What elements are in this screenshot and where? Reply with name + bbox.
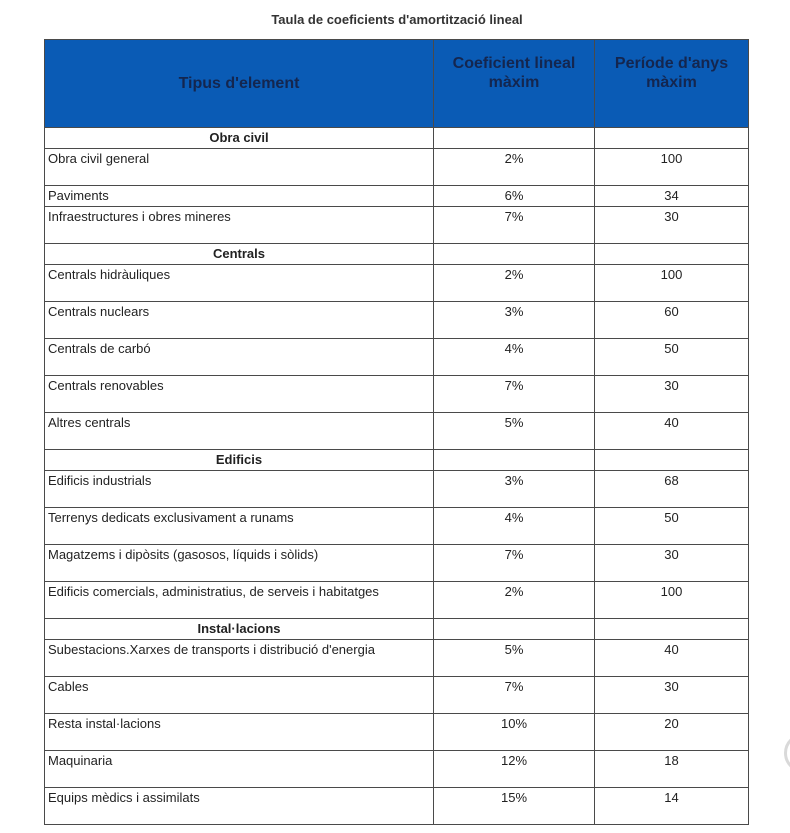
table-row bbox=[45, 413, 749, 450]
element-type-cell: Obra civil general bbox=[45, 149, 434, 186]
element-type-cell: Paviments bbox=[45, 186, 434, 207]
table-row bbox=[45, 640, 749, 677]
years-cell: 100 bbox=[595, 582, 749, 619]
element-type-cell: Infraestructures i obres mineres bbox=[45, 207, 434, 244]
coefficient-cell: 5% bbox=[434, 413, 595, 450]
section-row bbox=[45, 128, 749, 149]
element-type-cell: Resta instal·lacions bbox=[45, 714, 434, 751]
element-type-cell: Edificis comercials, administratius, de serveis i habitatges bbox=[45, 582, 434, 619]
table-row bbox=[45, 751, 749, 788]
table-row bbox=[45, 339, 749, 376]
coefficient-cell: 6% bbox=[434, 186, 595, 207]
coefficient-cell: 4% bbox=[434, 339, 595, 376]
element-type-cell: Edificis industrials bbox=[45, 471, 434, 508]
table-row bbox=[45, 582, 749, 619]
years-cell: 30 bbox=[595, 545, 749, 582]
coefficient-cell: 15% bbox=[434, 788, 595, 825]
element-type-cell: Cables bbox=[45, 677, 434, 714]
section-empty-cell bbox=[434, 450, 595, 471]
table-row bbox=[45, 302, 749, 339]
table-row bbox=[45, 545, 749, 582]
element-type-cell: Centrals renovables bbox=[45, 376, 434, 413]
years-cell: 30 bbox=[595, 376, 749, 413]
element-type-cell: Maquinaria bbox=[45, 751, 434, 788]
scroll-to-top-button[interactable] bbox=[784, 733, 790, 773]
table-row bbox=[45, 376, 749, 413]
years-cell: 50 bbox=[595, 508, 749, 545]
years-cell: 50 bbox=[595, 339, 749, 376]
years-cell: 20 bbox=[595, 714, 749, 751]
years-cell: 68 bbox=[595, 471, 749, 508]
coefficient-cell: 2% bbox=[434, 149, 595, 186]
amortization-table bbox=[44, 39, 749, 825]
coefficient-cell: 4% bbox=[434, 508, 595, 545]
table-header-row bbox=[45, 40, 749, 128]
coefficient-cell: 7% bbox=[434, 207, 595, 244]
table-row bbox=[45, 207, 749, 244]
coefficient-cell: 7% bbox=[434, 677, 595, 714]
years-cell: 40 bbox=[595, 640, 749, 677]
years-cell: 60 bbox=[595, 302, 749, 339]
years-cell: 30 bbox=[595, 207, 749, 244]
years-cell: 100 bbox=[595, 265, 749, 302]
coefficient-cell: 5% bbox=[434, 640, 595, 677]
table-body bbox=[45, 128, 749, 825]
coefficient-cell: 2% bbox=[434, 582, 595, 619]
coefficient-cell: 12% bbox=[434, 751, 595, 788]
coefficient-cell: 2% bbox=[434, 265, 595, 302]
coefficient-cell: 7% bbox=[434, 376, 595, 413]
years-cell: 34 bbox=[595, 186, 749, 207]
section-row bbox=[45, 244, 749, 265]
table-row bbox=[45, 714, 749, 751]
header-max-coefficient: Coeficient lineal màxim bbox=[434, 40, 595, 128]
element-type-cell: Altres centrals bbox=[45, 413, 434, 450]
section-row bbox=[45, 619, 749, 640]
section-empty-cell bbox=[434, 128, 595, 149]
table-row bbox=[45, 149, 749, 186]
element-type-cell: Magatzems i dipòsits (gasosos, líquids i sòlids) bbox=[45, 545, 434, 582]
table-row bbox=[45, 186, 749, 207]
years-cell: 100 bbox=[595, 149, 749, 186]
element-type-cell: Centrals nuclears bbox=[45, 302, 434, 339]
section-empty-cell bbox=[595, 450, 749, 471]
element-type-cell: Subestacions.Xarxes de transports i distribució d'energia bbox=[45, 640, 434, 677]
header-element-type: Tipus d'element bbox=[45, 40, 434, 128]
element-type-cell: Equips mèdics i assimilats bbox=[45, 788, 434, 825]
element-type-cell: Centrals de carbó bbox=[45, 339, 434, 376]
coefficient-cell: 3% bbox=[434, 471, 595, 508]
section-empty-cell bbox=[595, 619, 749, 640]
coefficient-cell: 7% bbox=[434, 545, 595, 582]
section-title: Obra civil bbox=[45, 128, 434, 149]
section-empty-cell bbox=[595, 244, 749, 265]
years-cell: 30 bbox=[595, 677, 749, 714]
table-row bbox=[45, 677, 749, 714]
section-title: Instal·lacions bbox=[45, 619, 434, 640]
years-cell: 40 bbox=[595, 413, 749, 450]
element-type-cell: Terrenys dedicats exclusivament a runams bbox=[45, 508, 434, 545]
section-empty-cell bbox=[434, 619, 595, 640]
coefficient-cell: 3% bbox=[434, 302, 595, 339]
table-row bbox=[45, 508, 749, 545]
years-cell: 14 bbox=[595, 788, 749, 825]
coefficient-cell: 10% bbox=[434, 714, 595, 751]
section-empty-cell bbox=[595, 128, 749, 149]
header-max-years: Període d'anys màxim bbox=[595, 40, 749, 128]
section-row bbox=[45, 450, 749, 471]
section-title: Centrals bbox=[45, 244, 434, 265]
section-empty-cell bbox=[434, 244, 595, 265]
years-cell: 18 bbox=[595, 751, 749, 788]
element-type-cell: Centrals hidràuliques bbox=[45, 265, 434, 302]
table-row bbox=[45, 265, 749, 302]
table-row bbox=[45, 788, 749, 825]
table-caption: Taula de coeficients d'amortització lineal bbox=[271, 12, 523, 27]
section-title: Edificis bbox=[45, 450, 434, 471]
table-row bbox=[45, 471, 749, 508]
